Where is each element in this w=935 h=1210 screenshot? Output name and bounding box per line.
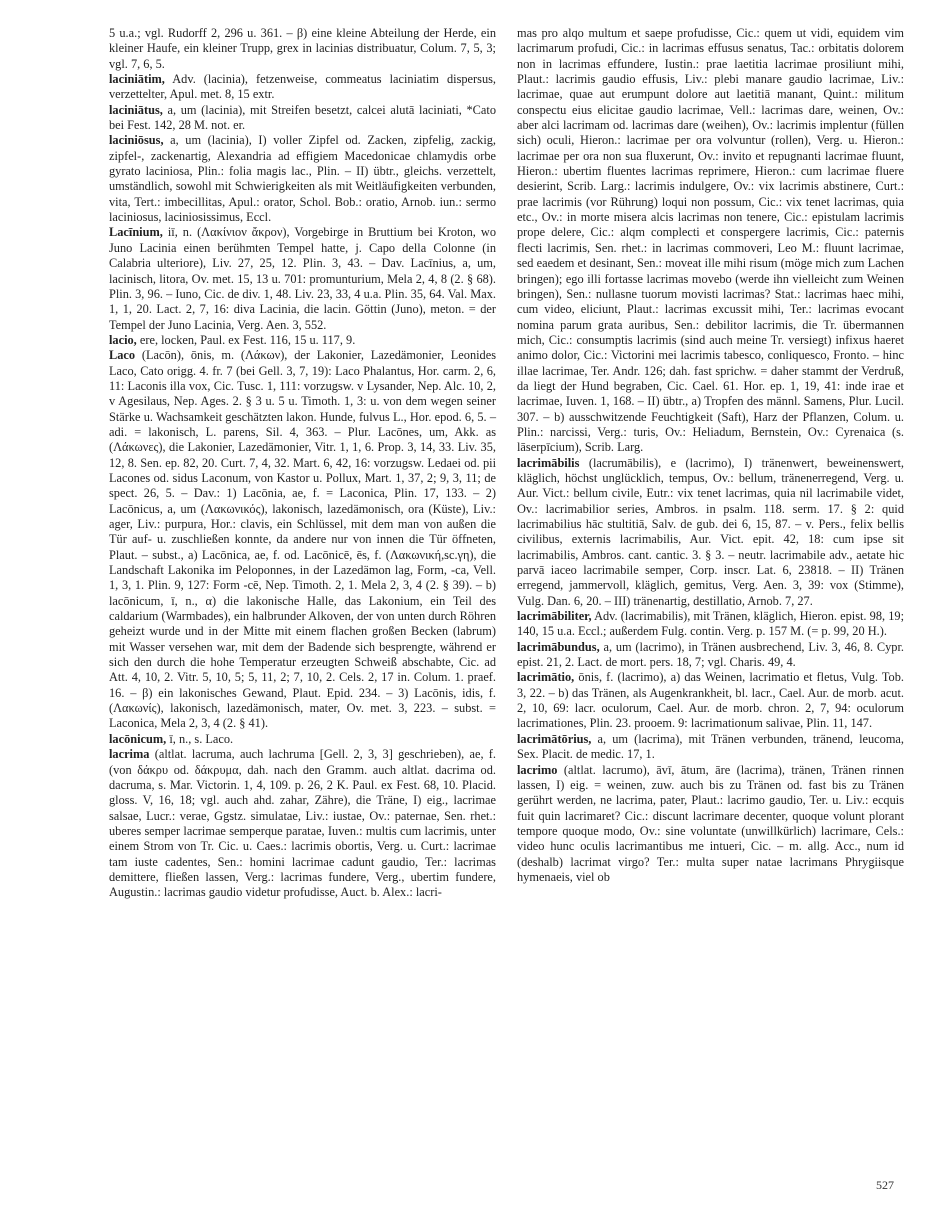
entry-lemma: lacrimātōrius, [517, 731, 592, 746]
dictionary-entry [109, 72, 496, 103]
entry-lemma: laciniātim, [109, 72, 165, 87]
dictionary-entry [109, 225, 496, 332]
dictionary-entry [109, 732, 496, 747]
dictionary-entry [517, 456, 904, 609]
page-number: 527 [876, 1178, 894, 1192]
dictionary-entry [109, 26, 496, 72]
entry-lemma: lacrimābiliter, [517, 609, 592, 624]
dictionary-entry [517, 26, 904, 456]
entry-text: a, um (lacinia), mit Streifen besetzt, calcei alutā laciniati, *Cato bei Fest. 142, 28 M. not. er. [109, 102, 497, 133]
entry-lemma: lacōnicum, [109, 731, 167, 746]
entry-lemma: lacrimātio, [517, 670, 575, 685]
entry-lemma: lacio, [109, 332, 137, 347]
entry-text: a, um (lacrima), mit Tränen verbunden, tränend, leucoma, Sex. Placit. de medic. 17, 1. [517, 731, 904, 762]
entry-text: ī, n., s. Laco. [169, 731, 234, 746]
entry-lemma: lacrimābundus, [517, 639, 600, 654]
entry-lemma: laciniōsus, [109, 133, 164, 148]
dictionary-entry [109, 133, 496, 225]
dictionary-entry [109, 103, 496, 134]
entry-lemma: Laco [109, 348, 136, 363]
dictionary-entry [109, 747, 496, 900]
entry-text: iī, n. (Λακίνιον ἄκρον), Vorgebirge in Bruttium bei Kroton, wo Juno Lacinia einen berühmten Tempel hatte, j. Capo della Colonne (in Calabria ulteriore), Liv. 27, 25, 12. Plin. 3, 43. – Dav. Lacīnius, a, um, lacinisch, litora, Ov. met. 15, 13 u. 701: promunturium, Mela 2, 4, 8 (2. § 68). Plin. 3, 96. – Iuno, Cic. de div. 1, 48. Liv. 23, 33, 4 u.a. Plin. 35, 64. Val. Max. 1, 1, 20. Lact. 2, 7, 16: diva Lacinia, die lacin. Göttin (Juno), meton. = der Tempel der Juno Lacinia, Verg. Aen. 3, 552. [109, 225, 496, 332]
entry-lemma: laciniātus, [109, 102, 163, 117]
entry-text: ōnis, f. (lacrimo), a) das Weinen, lacrimatio et fletus, Vulg. Tob. 3, 22. – b) das Tränen, als Augenkrankheit, bl. lacr., Cael. Aur. de morb. acut. 2, 10, 69: lacr. oculorum, Cael. Aur. de morb. chron. 2, 7, 94: oculorum lacrimationes, Plin. 23. prooem. 9: lacrimationum salivae, Plin. 11, 147. [517, 670, 904, 731]
entry-text: a, um (lacrimo), in Tränen ausbrechend, Liv. 3, 46, 8. Cypr. epist. 21, 2. Lact. de mort. pers. 18, 7; vgl. Charis. 49, 4. [517, 639, 904, 670]
entry-text: a, um (lacinia), I) voller Zipfel od. Zacken, zipfelig, zackig, zipfel-, zackenartig, Alexandria ad effigiem Macedonicae chlamydis orbe gyrato laciniosa, Plin.: folia magis lac., Plin. – II) übtr., gleichs. verzettelt, umständlich, sowohl mit Schwierigkeiten als mit Weitläufigkeiten verbunden, vita, Tert.: imbecillitas, Apul.: orator, Schol. Bob.: oratio, Arnob. iun.: sermo laciniosus, laciniosissimus, Eccl. [109, 133, 497, 225]
right-column [517, 26, 904, 885]
dictionary-entry [517, 670, 904, 731]
entry-text: mas pro alqo multum et saepe profudisse, Cic.: quem ut vidi, equidem vim lacrimarum profudi, Cic.: in lacrimas effusus senatus, Tac.: orbitatis dolorem non in lacrimas effundere, Iustin.: prae laetitia lacrimae prosiliunt mihi, Plaut.: lacrimis gaudio effusis, Liv.: plebi manare gaudio lacrimae, Liv.: lacrimae, quae aut erumpunt dolore aut laetitiā manant, Quint.: militum conspectu eius elicitae gaudio lacrimae, Vell.: lacrimas dare, weinen, Ov.: aber alci lacrimam od. lacrimas dare (weihen), Ov.: lacrimis implentur (füllen sich) oculi, Hieron.: lacrimae per ora volvuntur (rollen), Verg. u. Hieron.: lacrimae per ora non sua fluxerunt, Ov.: invito et repugnanti lacrimae fluunt, Hieron.: ubertim fluentes lacrimas reprimere, Hieron.: cum lacrimae fluere desierint, Scrib. Larg.: lacrimis indulgere, Ov.: vix lacrimis abstinere, Curt.: prae lacrimis (vor Rührung) loqui non possum, Cic.: vix tenet lacrimas, quia etc., Ov.: in morte misera alcis lacrimas non tenere, Cic.: epistulam lacrimis prope delere, Cic.: alqm complecti et conspergere lacrimis, Cic.: paternis flecti lacrimis, Sen. rhet.: in lacrimas commoveri, Leo M.: fluunt lacrimae, sed eaedem et desinant, Sen.: moveat ille mihi risum (möge mich zum Lachen bringen); ego illi fortasse lacrimas movebo (werde ihn vielleicht zum Weinen bringen), Sen.: nullasne tuorum movisti lacrimas? Stat.: lacrimas haec mihi, cum video, eliciunt, Plaut.: lacrimas excussit mihi, Ter.: lacrimas evocant nomina parum grata auribus, Sen.: debilitor lacrimis, die Tr. übermannen mich, Cic.: consumptis lacrimis (sind auch meine Tr. versiegt) infixus haeret animo dolor, Cic.: Victorini mei lacrimis tabesco, conliquesco, Fronto. – hinc illae lacrimae, Ter. Andr. 126; dah. fast sprichw. = daher stammt der Verdruß, da liegt der Hund begraben, Cic. Cael. 61. Hor. ep. 1, 19, 41: inde irae et lacrimae, Iuven. 1, 168. – II) übtr., a) Tropfen des männl. Samens, Plur. Lucil. 307. – b) ausschwitzende Feuchtigkeit (Saft), Harz der Pflanzen, Colum. u. Plin.: narcissi, Verg.: turis, Ov.: Heliadum, Bernstein, Ov.: Cyrenaica (s. lāserpīcium), Scrib. Larg. [517, 26, 904, 455]
entry-text: ere, locken, Paul. ex Fest. 116, 15 u. 117, 9. [139, 332, 356, 347]
entry-text: (altlat. lacruma, auch lachruma [Gell. 2, 3, 3] geschrieben), ae, f. (von δάκρυ od. δάκρυμα, dah. nach den Gramm. auch altlat. dacrima od. dacruma, s. Mar. Victorin. 1, 4, 109. p. 26, 2 K. Paul. ex Fest. 68, 10. Placid. gloss. V, 16, 18; vgl. auch ahd. zahar, Zähre), die Träne, I) eig., lacrimae salsae, Lucr.: verae, Ggstz. simulatae, Liv.: iustae, Ov.: paternae, Sen. rhet.: uberes semper lacrimae semperque paratae, Iuven.: multis cum lacrimis, unter einem Strom von Tr. Cic. u. Caes.: lacrimis obortis, Verg. u. Curt.: lacrimae tam iuste cadentes, Sen.: homini lacrimae cadunt gaudio, Ter.: lacrimas demittere, fließen lassen, Verg.: lacrimas fundere, Verg., ubertim fundere, Augustin.: lacrimas gaudio videtur profudisse, Auct. b. Alex.: lacri- [109, 747, 496, 900]
entry-text: Adv. (lacinia), fetzenweise, commeatus laciniatim dispersus, verzettelter, Apul. met. 8, 15 extr. [109, 72, 497, 102]
entry-text: (altlat. lacrumo), āvī, ātum, āre (lacrima), tränen, Tränen rinnen lassen, I) eig. = weinen, zuw. auch bis zu Tränen od. fast bis zu Tränen gerührt werden, ne lacrima, pater, Plaut.: lacrimo gaudio, Ter. u. Liv.: ecquis fuit quin lacrimaret? Cic.: discunt lacrimare decenter, quoque volunt plorant tempore quoque modo, Ov.: sine voluntate (unwillkürlich) lacrimare, Cels.: video hunc oculis lacrimantibus me intueri, Cic. – m. allg. Acc., num id (deshalb) lacrimat virgo? Ter.: multa super natae lacrimans Phrygiisque hymenaeis, viel ob [517, 762, 904, 884]
dictionary-entry [517, 609, 904, 640]
entry-text: 5 u.a.; vgl. Rudorff 2, 296 u. 361. – β) eine kleine Abteilung der Herde, ein kleiner Haufe, ein kleiner Trupp, grex in lacinias distribuatur, Colum. 7, 5, 3; vgl. 7, 6, 5. [109, 26, 496, 71]
entry-lemma: lacrimo [517, 762, 558, 777]
dictionary-entry [517, 763, 904, 886]
entry-lemma: lacrima [109, 747, 150, 762]
left-column [109, 26, 496, 901]
entry-text: (Lacōn), ōnis, m. (Λάκων), der Lakonier, Lazedämonier, Leonides Laco, Cato origg. 4. fr. 7 (bei Gell. 3, 7, 19): Laco Phalantus, Hor. carm. 2, 6, 11: Laconis illa vox, Cic. Tusc. 1, 111: vorzugsw. v Lysander, Nep. Alc. 10, 2, v Agesilaus, Nep. Ages. 2. § 3 u. 5 u. Timoth. 1, 3: u. von dem wegen seiner Stärke u. Wachsamkeit geschätzten lakon. Hunde, fulvus L., Hor. epod. 6, 5. – adi. = lakonisch, L. parens, Sil. 4, 363. – Plur. Lacōnes, um, Akk. as (Λάκωνες), die Lakonier, Lazedämonier, Vitr. 1, 1, 6. Prop. 3, 14, 33. Liv. 35, 12, 8. Sen. ep. 82, 20. Curt. 7, 4, 32. Mart. 6, 42, 16: vorzugsw. Ledaei od. pii Lacones od. sidus Laconum, von Kastor u. Pollux, Mart. 1, 37, 2; 9, 3, 11; de spect. 26, 5. – Dav.: 1) Lacōnia, ae, f. = Laconica, Plin. 17, 133. – 2) Lacōnicus, a, um (Λακωνικός), lakonisch, lazedämonisch, ora (Küste), Liv.: ager, Liv.: purpura, Hor.: clavis, ein Schlüssel, mit dem man von außen die Tür auf- u. zuschließen konnte, da andere nur von innen die Tür öffneten, Plaut. – subst., a) Lacōnica, ae, f. od. Lacōnicē, ēs, f. (Λακωνική,sc.γη), die Landschaft Lakonika im Peloponnes, in der Lazedämon lag, Form, -ca, Vell. 1, 3, 1. Plin. 9, 127: Form -cē, Nep. Timoth. 2, 1. Mela 2, 3, 4 (2. § 39). – b) lacōnicum, ī, n., α) die lakonische Halle, das Lakonium, ein Teil des caldarium (Warmbades), ein halbrunder Alkoven, der von unten durch Röhren geheizt wurde und in der Mitte mit einem flachen großen Becken (labrum) mit Wasser versehen war, mit dem der Badende sich besprengte, während er sich den durch die hohe Temperatur erzeugten Schweiß abschabte, Cic. ad Att. 4, 10, 2. Vitr. 5, 10, 5; 5, 11, 2; 7, 10, 2. Cels. 2, 17 in. Colum. 1. praef. 16. – β) ein lakonisches Gewand, Plaut. Epid. 234. – 3) Lacōnis, idis, f. (Λακωνίς), lakonisch, lazedämonisch, mater, Ov. met. 3, 223. – subst. = Laconica, Mela 2, 3, 4 (2. § 41). [109, 348, 496, 731]
entry-lemma: Lacīnium, [109, 225, 163, 240]
dictionary-entry [109, 333, 496, 348]
entry-text: Adv. (lacrimabilis), mit Tränen, kläglich, Hieron. epist. 98, 19; 140, 15 u.a. Eccl.; außerdem Fulg. contin. Verg. p. 157 M. (= p. 99, 20 H.). [517, 609, 904, 639]
entry-lemma: lacrimābilis [517, 455, 580, 470]
entry-text: (lacrumābilis), e (lacrimo), I) tränenwert, beweinenswert, kläglich, höchst unglücklich, tempus, Ov.: bellum, tränenerregend, Verg. u. Aur. Vict.: bellum civile, Eutr.: vix tenet lacrimas, quia nil lacrimabile videt, Ov.: lacrimabilior series, Ambros. in psalm. 118. serm. 17. § 2: quid lacrimabilius hāc stultitiā, Salv. de gub. dei 6, 15, 87. – v. Pers., felix bellis civilibus, externis lacrimabilis, Aur. Vict. epit. 42, 18: cum ipse sit lacrimabilis, Ambros. cant. cantic. 3. § 3. – neutr. lacrimabile adv., aetate hic parvā iaceo lacrimabile semper, Corp. inscr. Lat. 6, 23818. – II) Tränen erregend, jammervoll, kläglich, gemitus, Verg. Aen. 3, 39: vox (Stimme), Vulg. Dan. 6, 20. – III) tränenartig, destillatio, Arnob. 7, 27. [517, 455, 904, 608]
dictionary-entry [109, 348, 496, 732]
dictionary-entry [517, 640, 904, 671]
dictionary-entry [517, 732, 904, 763]
